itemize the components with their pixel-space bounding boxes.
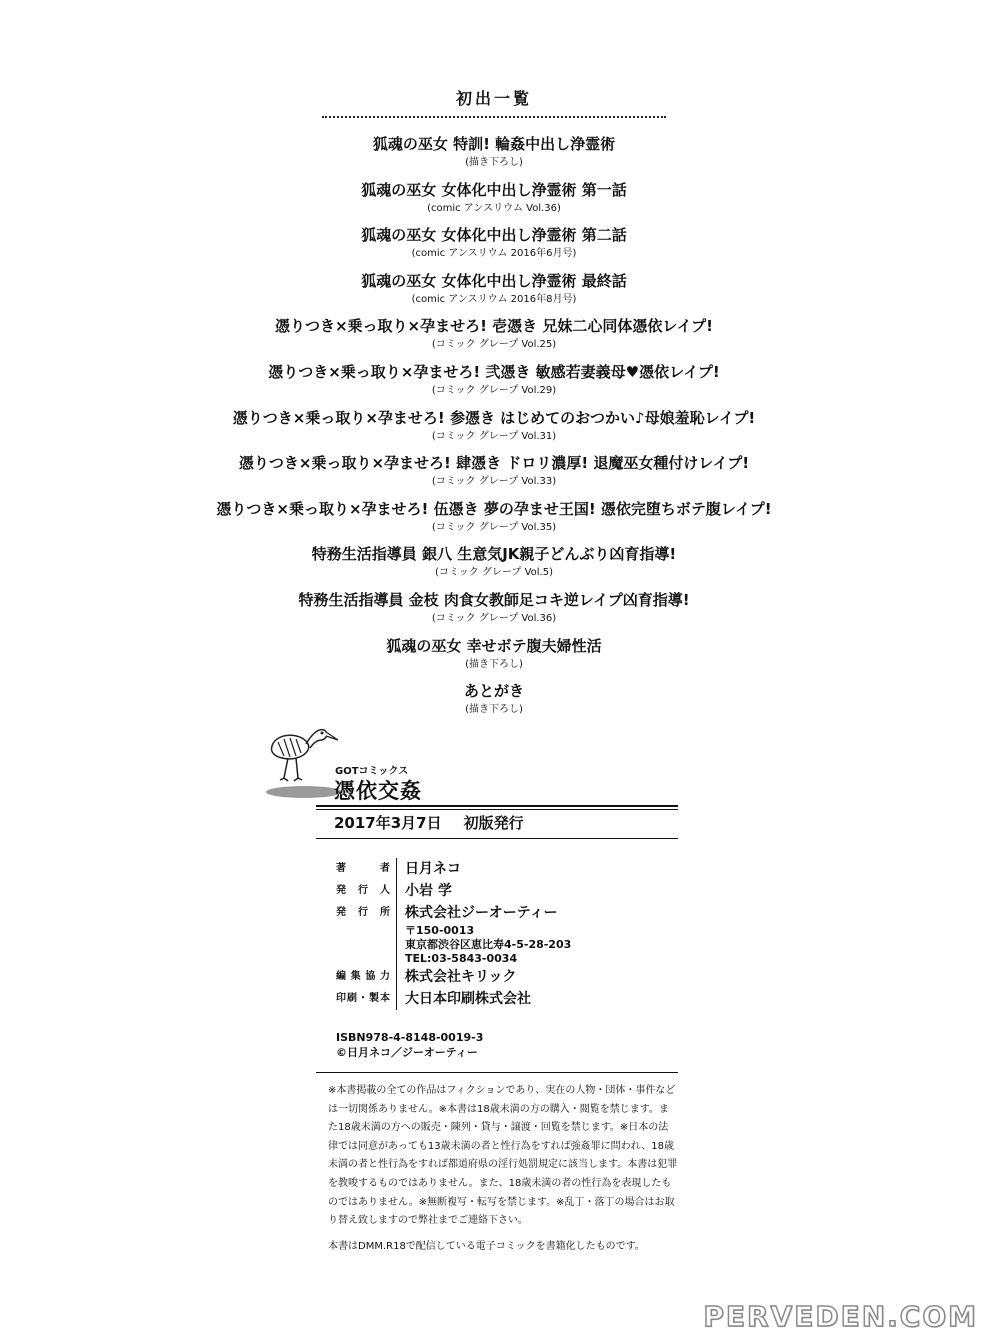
info-value: 小岩 学 <box>405 883 452 899</box>
entry-title: 憑りつき×乗っ取り×孕ませろ! 参憑き はじめてのおつかい♪母娘羞恥レイプ! <box>232 408 756 427</box>
info-label: 発行所 <box>336 907 390 918</box>
colophon-info <box>336 858 571 1010</box>
info-separator <box>396 988 397 1010</box>
address-tel: TEL:03-5843-0034 <box>405 952 518 965</box>
bird-logo-icon <box>262 718 342 808</box>
entry-source: (comic アンスリウム 2016年6月号) <box>411 248 577 260</box>
entry-title: 憑りつき×乗っ取り×孕ませろ! 弐憑き 敏感若妻義母♥憑依レイプ! <box>268 362 720 381</box>
first-publication-list <box>0 132 988 725</box>
info-row-editorial <box>336 966 571 988</box>
list-item <box>0 497 988 543</box>
info-label: 著者 <box>336 863 390 874</box>
legal-notice: ※本書掲載の全ての作品はフィクションであり、実在の人物・団体・事件などは一切関係ありません。※本書は18歳未満の方の購入・閲覧を禁じます。また18歳未満の方への販売・陳列・貸与・譲渡・回覧を禁じます。※日本の法律では同意があっても13歳未満の者と性行為をすれば強姦罪に問われ、18歳未満の者と性行為をすれば都道府県の淫行処罰規定に該当します。本書は犯罪を教唆するものではありません。また、18歳未満の者の性行為を表現したものではありません。※無断複写・転写を禁じます。※乱丁・落丁の場合はお取り替え致しますので弊社までご連絡下さい。 <box>328 1085 678 1227</box>
info-value: 日月ネコ <box>405 861 461 877</box>
info-value: 株式会社キリック <box>405 969 517 985</box>
info-value: 株式会社ジーオーティー <box>405 905 558 921</box>
info-label: 印刷・製本 <box>336 993 390 1004</box>
entry-title: 狐魂の巫女 女体化中出し浄霊術 第二話 <box>361 226 627 245</box>
info-value: 大日本印刷株式会社 <box>405 991 531 1007</box>
entry-title: 特務生活指導員 金枝 肉食女教師足コキ逆レイプ凶育指導! <box>298 590 690 609</box>
entry-title: 狐魂の巫女 女体化中出し浄霊術 第一話 <box>361 180 627 199</box>
list-item <box>0 223 988 269</box>
info-label: 編集協力 <box>336 971 390 982</box>
edition-label: 初版発行 <box>463 814 524 832</box>
entry-title: あとがき <box>463 682 524 701</box>
list-item <box>0 132 988 178</box>
entry-source: (コミック グレープ Vol.25) <box>431 339 557 351</box>
list-item <box>0 314 988 360</box>
entry-source: (コミック グレープ Vol.29) <box>431 384 557 396</box>
entry-source: (描き下ろし) <box>465 157 523 168</box>
list-item <box>0 542 988 588</box>
address-street: 東京都渋谷区恵比寿4-5-28-203 <box>405 938 572 951</box>
copyright: ©日月ネコ／ジーオーティー <box>336 1046 478 1059</box>
imprint-label: GOTコミックス <box>335 766 409 777</box>
list-item <box>0 679 988 725</box>
info-row-printing <box>336 988 571 1010</box>
info-separator <box>396 966 397 988</box>
entry-source: (コミック グレープ Vol.5) <box>435 567 553 579</box>
entry-title: 憑りつき×乗っ取り×孕ませろ! 肆憑き ドロリ濃厚! 退魔巫女種付けレイプ! <box>238 454 750 473</box>
entry-title: 狐魂の巫女 女体化中出し浄霊術 最終話 <box>361 271 627 290</box>
title-divider-thin <box>316 809 678 810</box>
first-publication-heading: 初出一覧 <box>455 89 532 108</box>
entry-title: 狐魂の巫女 幸せボテ腹夫婦性活 <box>386 636 602 655</box>
entry-source: (描き下ろし) <box>465 704 523 716</box>
list-item <box>0 178 988 224</box>
entry-source: (コミック グレープ Vol.36) <box>431 612 557 624</box>
info-separator <box>396 858 397 880</box>
info-label: 発行人 <box>336 885 390 896</box>
entry-title: 狐魂の巫女 特訓! 輪姦中出し浄霊術 <box>372 135 616 153</box>
address-postal: 〒150-0013 <box>405 924 475 937</box>
notice-divider <box>316 1072 678 1073</box>
watermark: PERVEDEN.COM <box>703 1300 978 1333</box>
info-row-author <box>336 858 571 880</box>
entry-source: (comic アンスリウム 2016年8月号) <box>411 293 577 305</box>
list-item <box>0 634 988 680</box>
list-item <box>0 269 988 315</box>
list-item <box>0 451 988 497</box>
entry-title: 憑りつき×乗っ取り×孕ませろ! 伍憑き 夢の孕ませ王国! 憑依完堕ちボテ腹レイプ! <box>216 499 772 518</box>
entry-source: (コミック グレープ Vol.35) <box>431 521 557 533</box>
info-separator <box>396 880 397 902</box>
title-divider <box>316 805 678 807</box>
entry-source: (コミック グレープ Vol.33) <box>431 476 557 488</box>
isbn: ISBN978-4-8148-0019-3 <box>336 1031 484 1044</box>
isbn-block <box>336 1030 483 1060</box>
list-item <box>0 588 988 634</box>
date-value: 2017年3月7日 <box>334 814 442 832</box>
book-title: 憑依交姦 <box>334 779 422 803</box>
publication-date <box>334 812 524 833</box>
digital-note: 本書はDMM.R18で配信している電子コミックを書籍化したものです。 <box>328 1241 645 1252</box>
list-item <box>0 406 988 452</box>
entry-title: 憑りつき×乗っ取り×孕ませろ! 壱憑き 兄妹二心同体憑依レイプ! <box>274 317 714 336</box>
entry-source: (コミック グレープ Vol.31) <box>431 430 557 442</box>
info-row-publisher-person <box>336 880 571 902</box>
entry-source: (描き下ろし) <box>465 658 523 670</box>
info-separator <box>396 902 397 966</box>
entry-title: 特務生活指導員 銀八 生意気JK親子どんぶり凶育指導! <box>311 545 677 564</box>
date-divider <box>316 838 678 839</box>
dotted-divider <box>322 116 666 118</box>
entry-source: (comic アンスリウム Vol.36) <box>427 202 561 214</box>
list-item <box>0 360 988 406</box>
info-row-publisher <box>336 902 571 966</box>
